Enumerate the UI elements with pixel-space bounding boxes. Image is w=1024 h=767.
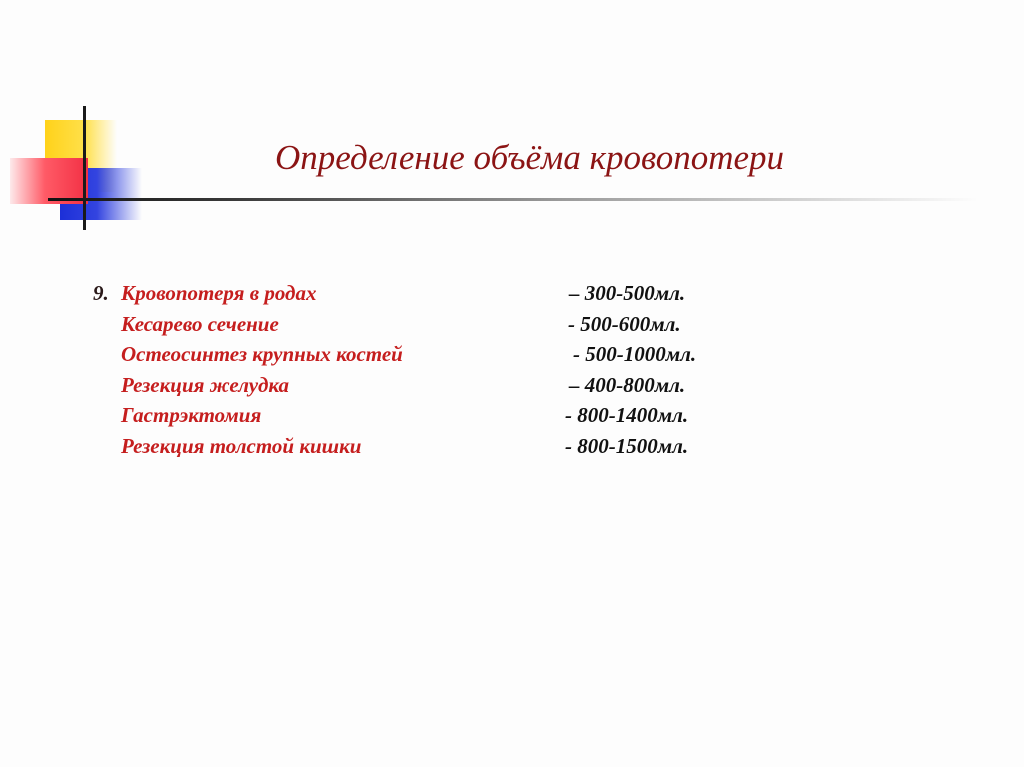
list-item	[93, 431, 793, 462]
procedure-name: Кровопотеря в родах	[121, 281, 317, 305]
list-item	[93, 309, 793, 340]
list-item	[93, 370, 793, 401]
blood-loss-volume: - 500-1000мл.	[573, 342, 697, 367]
slide-title: Определение объёма кровопотери	[275, 138, 785, 177]
blood-loss-volume: – 400-800мл.	[569, 372, 686, 397]
vertical-rule-decoration	[83, 106, 86, 230]
list-item	[93, 400, 793, 431]
blood-loss-volume: - 800-1500мл.	[565, 433, 689, 458]
blood-loss-volume: - 800-1400мл.	[565, 403, 689, 428]
procedure-name: Резекция толстой кишки	[121, 433, 362, 458]
procedure-name: Кесарево сечение	[121, 311, 279, 336]
title-underline-rule	[48, 198, 978, 201]
blood-loss-volume: – 300-500мл.	[569, 281, 686, 305]
blood-loss-list	[93, 278, 793, 462]
list-item	[93, 339, 793, 370]
procedure-name: Резекция желудка	[121, 372, 290, 397]
procedure-name: Остеосинтез крупных костей	[121, 342, 403, 367]
list-number: 9.	[93, 281, 109, 305]
list-item	[93, 278, 793, 309]
blood-loss-volume: - 500-600мл.	[568, 311, 681, 336]
procedure-name: Гастрэктомия	[121, 403, 262, 428]
